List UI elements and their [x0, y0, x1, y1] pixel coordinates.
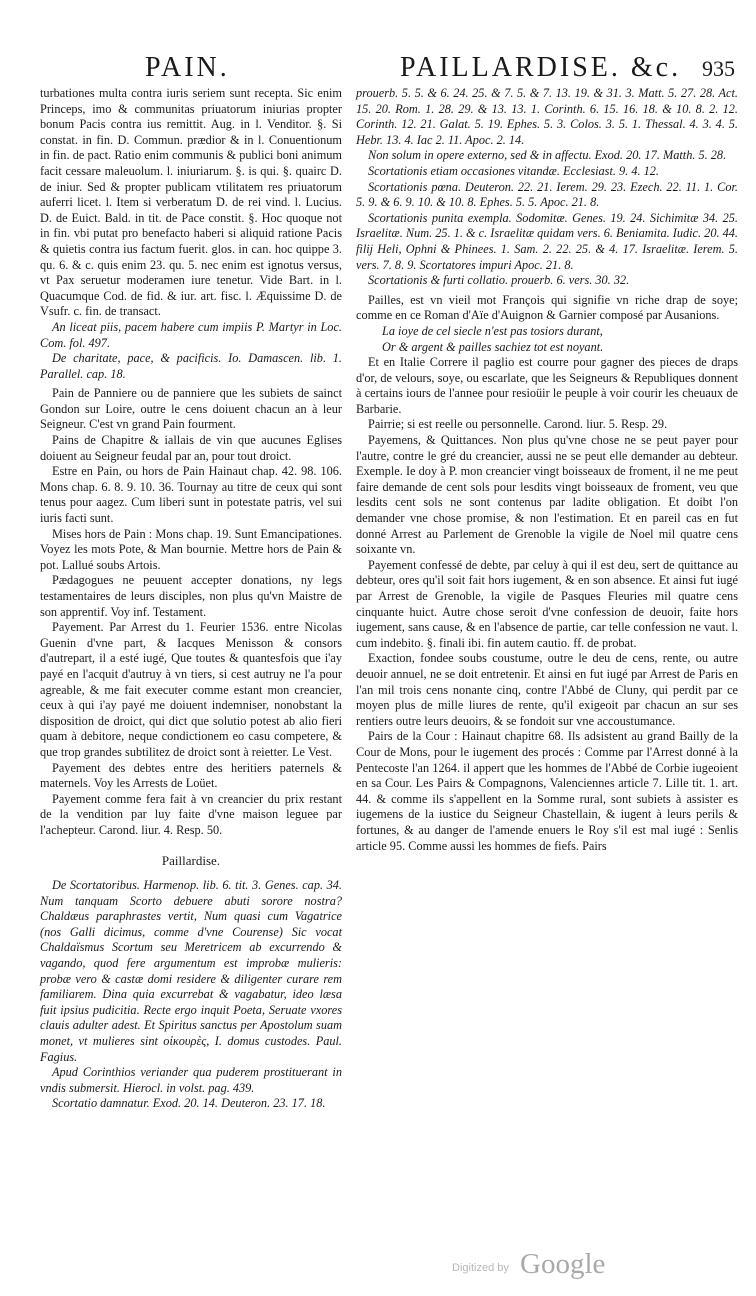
left-column	[40, 86, 342, 1112]
paragraph-continuation: turbationes multa contra iuris seriem sunt recepta. Sic enim Princeps, imo & communitas priuatorum iniurias propter bonum Pacis contra ius remittit. Aug. in l. Venditor. §. Si constat. in fin. D. Commun. prædior & in l. Conuentionum in fin. de pact. Ratio enim communis & publici boni animum facit cessare maleuolum. l. iniuriarum. §. is qui. §. quairc D. de iniur. Sed & propter publicam vtilitatem res priuatorum auferri licet. l. Item si verberatum D. de rei vind. l. Lucius. D. de Euict. Bald. in tit. de Pace constit. §. Hoc quoque not in fin. vbi putat pro benefacto haberi si aliquid ratione Pacis & quietis contra ius factum fuerit. glos. in can. hoc quippe 3. qu. 6. & c. quis enim 23. qu. 5. nec enim est ignotus versus, vt Pax seruetur moderamen iure tenetur. Vide Bart. in l. Quacumque Cod. de fid. & iur. art. fisc. l. Æquissime D. de Vsufr. c. fin. de transact.	[40, 86, 342, 319]
paragraph-estre-en-pain: Estre en Pain, ou hors de Pain Hainaut chap. 42. 98. 106. Mons chap. 6. 8. 9. 10. 36. Tournay au titre de ceux qui sont tenus pour aagez. Cum liberi sunt in potestate patris, vel sui iuris facti sunt.	[40, 464, 342, 526]
paragraph-references: prouerb. 5. 5. & 6. 24. 25. & 7. 5. & 7. 13. 19. & 31. 3. Matt. 5. 27. 28. Act. 15. 20. Rom. 1. 28. 29. & 13. 13. 1. Corinth. 6. 15. 16. 18. & 10. 8. 2. 12. Corinth. 12. 21. Galat. 5. 19. Ephes. 5. 3. Colos. 3. 5. 1. Thessal. 4. 3. 4. 5. Hebr. 13. 4. Iac 2. 11. Apoc. 2. 14.	[356, 86, 738, 147]
right-running-title: PAILLARDISE. &c.	[400, 52, 682, 83]
google-watermark	[452, 1250, 632, 1284]
verse-line-2: Or & argent & pailles sachiez tot est noyant.	[382, 339, 604, 354]
paragraph-scortatio-damnatur: Scortatio damnatur. Exod. 20. 14. Deuteron. 23. 17. 18.	[52, 1096, 326, 1111]
paragraph-pain-de-panniere: Pain de Panniere ou de panniere que les subiets de sainct Gondon sur Loire, outre le cens doiuent chacun an à leur Seigneur. C'est vn grand Pain fourment.	[40, 386, 342, 432]
paragraph-payement-debtes: Payement des debtes entre des heritiers paternels & maternels. Voy les Arrests de Loüet.	[40, 760, 342, 791]
page-number: 935	[702, 56, 735, 81]
section-title: Paillardise.	[161, 852, 221, 868]
paragraph-italie: Et en Italie Correre il paglio est courre pour gagner des pieces de draps d'or, de velours, soye, ou escarlate, que les Seigneurs & Republiques donnent à certains iours de l'annee pour resioüir le peuple à voir courir les cheuaux de Barbarie.	[356, 355, 738, 416]
paragraph-occasiones: Scortationis etiam occasiones vitandæ. Ecclesiast. 9. 4. 12.	[368, 163, 659, 178]
paragraph-furti-collatio: Scortationis & furti collatio. prouerb. 6. vers. 30. 32.	[368, 273, 630, 288]
paragraph-de-charitate: De charitate, pace, & pacificis. Io. Damascen. lib. 1. Parallel. cap. 18.	[40, 351, 342, 381]
paragraph-pains-de-chapitre: Pains de Chapitre & iallais de vin que aucunes Eglises doiuent au Seigneur feudal par an, pour tout droict.	[40, 433, 342, 463]
paragraph-exempla: Scortationis punita exempla. Sodomitæ. Genes. 19. 24. Sichimitæ 34. 25. Israelitæ. Num. 25. 1. & c. Israelitæ quidam vers. 6. Beniamita. Iudic. 20. 44. filij Heli, Ophni & Phinees. 1. Sam. 2. 22. 25. & 4. 17. Israelitæ. Ierem. 5. vers. 7. 8. 9. Scortatores impuri Apoc. 21. 8.	[356, 210, 738, 272]
left-running-title: PAIN.	[145, 52, 230, 83]
paragraph-an-liceat: An liceat piis, pacem habere cum impiis P. Martyr in Loc. Com. fol. 497.	[40, 319, 342, 350]
paragraph-apud-corinthios: Apud Corinthios veriander qua puderem prostituerant in vndis submersit. Hierocl. in volst. pag. 439.	[40, 1065, 342, 1095]
paragraph-exaction: Exaction, fondee soubs coustume, outre le deu de cens, rente, ou autre deuoir annuel, ne se doit entretenir. Et ainsi en fut iugé par Arrest de Paris en l'an mil trois cens nonante cinq, contre l'Abbé de Cluny, qui perdit par ce moyen plus de mille liures de rente, qu'il exigeoit par chacun an sur ses rentiers outre leurs deuoirs, & se fondoit sur vne accoustumance.	[356, 651, 738, 728]
verse-line-1: La ioye de cel siecle n'est pas tosiors durant,	[382, 323, 603, 338]
paragraph-non-solum: Non solum in opere externo, sed & in affectu. Exod. 20. 17. Matth. 5. 28.	[368, 148, 727, 163]
paragraph-pailles: Pailles, est vn vieil mot François qui signifie vn riche drap de soye; comme en ce Roman d'Aïe d'Auignon & Garnier composé par Ausanions.	[356, 292, 738, 323]
paragraph-payement-creancier: Payement comme fera fait à vn creancier du prix restant de la vendition par luy faite d'vne maison leguee par l'achepteur. Carond. liur. 4. Resp. 50.	[40, 791, 342, 837]
running-head	[40, 52, 735, 86]
paragraph-poena: Scortationis pœna. Deuteron. 22. 21. Ierem. 29. 23. Ezech. 22. 11. 1. Cor. 5. 9. & 6. 9. 10. & 10. 8. Ephes. 5. 5. Apoc. 21. 8.	[356, 179, 738, 210]
paragraph-de-scortatoribus: De Scortatoribus. Harmenop. lib. 6. tit. 3. Genes. cap. 34. Num tanquam Scorto debuere abuti sorore nostra? Chaldæus paraphrastes vertit, Num quasi cum Vagatrice (nos Galli dicimus, comme d'vne Courense) Sic vocat Chaldaïsmus Scortum seu Meretricem ab excurrendo & vagando, quod fere argumentum est improbæ mulieris: probæ vero & castæ domi residere & diligenter curare rem familiarem. Dina quia excurrebat & vagabatur, ideo læsa fuit ipsius pudicitia. Recte ergo inquit Poeta, Seruate vxores clauis adulter adest. Et Spiritus sanctus per Apostolum suam monet, vt mulieres sint οἰκουρὲς, I. domus custodes. Paul. Fagius.	[40, 878, 342, 1064]
digitized-by-text: Digitized by	[452, 1262, 509, 1274]
paragraph-paedagogues: Pædagogues ne peuuent accepter donations, ny legs testamentaires de leurs disciples, non plus qu'vn Maistre de son apprentif. Voy inf. Testament.	[40, 573, 342, 619]
paragraph-payement-arrest: Payement. Par Arrest du 1. Feurier 1536. entre Nicolas Guenin d'vne part, & Iacques Menisson & consors d'autrepart, il a esté iugé, Que toutes & quantesfois que i'ay payé en l'acquit d'autruy à vn tiers, si cest autruy ne l'a pour agreable, & me fait executer comme estant mon creancier, ceux à qui i'ay payé me doiuent indemniser, nonobstant la disposition de droict, qui dict que solutio potest ab alio fieri quam à debitore, neque condictionem eo casu competere, & que trop grandes subtilitez de droict sont à reietter. Le Vest.	[40, 620, 342, 759]
right-column	[356, 86, 738, 854]
paragraph-pairrie: Pairrie; si est reelle ou personnelle. Carond. liur. 5. Resp. 29.	[368, 417, 668, 432]
paragraph-mises-hors: Mises hors de Pain : Mons chap. 19. Sunt Emancipationes. Voyez les mots Pote, & Man bournie. Mettre hors de Pain & pot. Lallué soubs Artois.	[40, 526, 342, 572]
paragraph-payement-confesse: Payement confessé de debte, par celuy à qui il est deu, sert de quittance au debteur, ores qu'il soit fait hors iugement, & en son absence. Et ainsi fut iugé par Arrest de Grenoble, la vigile de Pasques Fleuries mil quatre cens cinquante huict. Autre chose seroit d'vne confession de deuoir, faite hors iugement, sans cause, & en l'absence de partie, car telle confession ne vaut. l. cum indebito. §. finali ibi. fin autem cautio. ff. de probat.	[356, 557, 738, 650]
google-logo: Google	[520, 1248, 606, 1280]
paragraph-payemens: Payemens, & Quittances. Non plus qu'vne chose ne se peut payer pour l'autre, contre le gré du creancier, aussi ne se peut elle demander au debteur. Exemple. Ie doy à P. mon creancier vingt boisseaux de froment, il ne me peut faire demande de cent sols pour lesdits vingt boisseaux de froment, veu que lesdits cent sols ne sont contenus par ladite obligation. Et doibt l'on demander vne chose promise, & non l'estimation. Et en pareil cas en fut donné Arrest au Parlement de Grenoble la vigile de Noel mil quatre cens soixante vn.	[356, 433, 738, 557]
paragraph-pairs-de-la-cour: Pairs de la Cour : Hainaut chapitre 68. Ils adsistent au grand Bailly de la Cour de Mons, pour le iugement des procés : Comme par l'Arrest donné à la Pentecoste l'an 1264. il appert que les hommes de l'Abbé de Corbie iugeoient en sa Cour. Les Pairs & Compagnons, Valenciennes article 7. Lille tit. 1. art. 44. & comme ils s'appellent en la Somme rural, sont subiets à assister es iugemens de la iustice du Seigneur Chastellain, & iugent à leurs perils & fortunes, & au danger de l'amende enuers le Roy s'il est mal iugé : Senlis article 95. Comme aussi les hommes de fiefs. Pairs	[356, 729, 738, 853]
